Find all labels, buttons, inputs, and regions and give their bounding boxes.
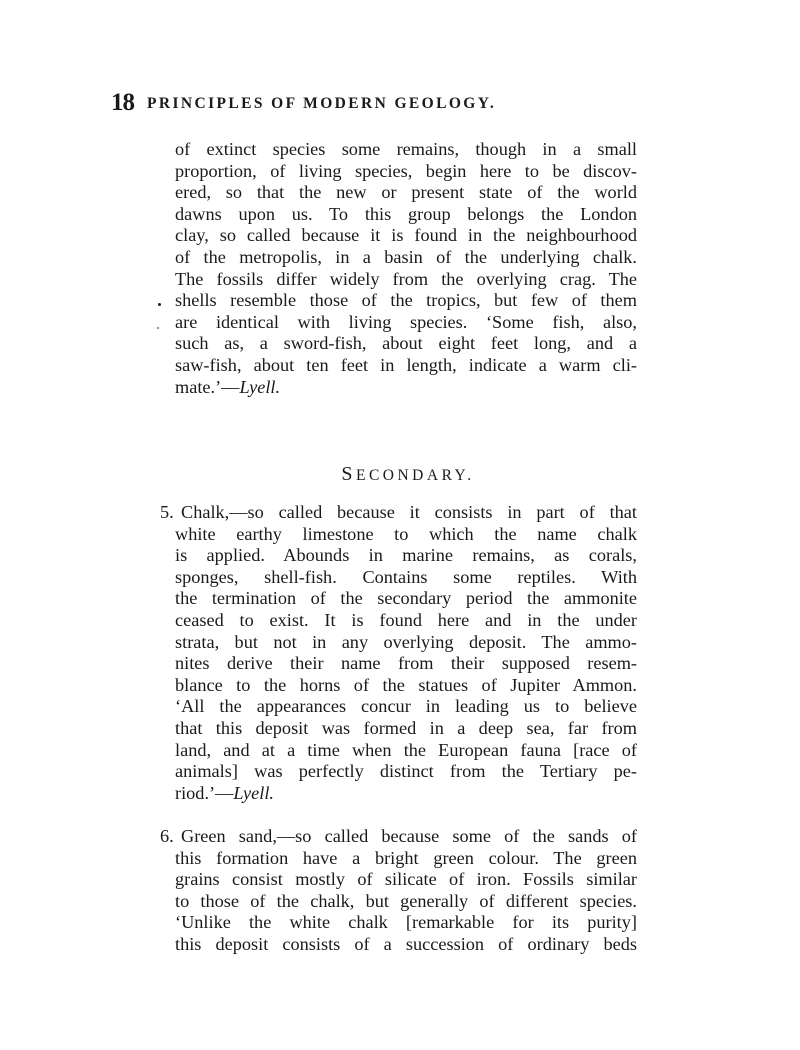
section-heading xyxy=(0,462,800,488)
text-line: dawns upon us. To this group belongs the London xyxy=(175,203,637,224)
text-line: proportion, of living species, begin here to be discov- xyxy=(175,160,637,181)
text-line: grains consist mostly of silicate of iron. Fossils similar xyxy=(175,869,637,890)
text-line: of the metropolis, in a basin of the underlying chalk. xyxy=(175,246,637,267)
stray-ink-mark xyxy=(157,327,159,329)
intro-paragraph xyxy=(175,139,637,398)
running-head xyxy=(111,88,711,118)
section-heading-initial: S xyxy=(341,463,356,485)
attribution: Lyell. xyxy=(239,376,281,397)
text-line: saw-fish, about ten feet in length, indicate a warm cli- xyxy=(175,354,637,375)
text-line: of extinct species some remains, though in a small xyxy=(175,139,637,159)
text-line: land, and at a time when the European fauna [race of xyxy=(175,739,637,760)
text-line: such as, a sword-fish, about eight feet long, and a xyxy=(175,333,637,354)
item-number: 5. xyxy=(160,502,174,522)
text-line: this deposit consists of a succession of ordinary beds xyxy=(175,933,637,954)
text-line xyxy=(175,783,637,805)
text-line: ceased to exist. It is found here and in the under xyxy=(175,609,637,630)
text-line: the termination of the secondary period the ammonite xyxy=(175,588,637,609)
text-line: is applied. Abounds in marine remains, as corals, xyxy=(175,545,637,566)
item-number: 6. xyxy=(160,826,174,846)
text-fragment: riod.’— xyxy=(175,782,234,803)
stray-ink-mark xyxy=(158,303,161,306)
page-number: 18 xyxy=(111,89,134,116)
attribution: Lyell. xyxy=(233,782,274,803)
text-line: blance to the horns of the statues of Jupiter Ammon. xyxy=(175,674,637,695)
text-line: The fossils differ widely from the overlying crag. The xyxy=(175,268,637,289)
text-line: Green sand,—so called because some of the sands of xyxy=(181,826,637,846)
text-line: are identical with living species. ‘Some fish, also, xyxy=(175,311,637,332)
text-line: ‘All the appearances concur in leading us to believe xyxy=(175,696,637,717)
text-line: white earthy limestone to which the name chalk xyxy=(175,523,637,544)
numbered-item xyxy=(160,502,637,804)
text-line: clay, so called because it is found in the neighbourhood xyxy=(175,225,637,246)
running-title: PRINCIPLES OF MODERN GEOLOGY. xyxy=(147,95,497,112)
section-heading-rest: ECONDARY. xyxy=(355,467,475,484)
text-line xyxy=(175,377,637,399)
text-fragment: mate.’— xyxy=(175,376,240,397)
text-line: animals] was perfectly distinct from the Tertiary pe- xyxy=(175,761,637,782)
numbered-item xyxy=(160,826,637,956)
text-line: shells resemble those of the tropics, but few of them xyxy=(175,290,637,311)
text-line: sponges, shell-fish. Contains some reptiles. With xyxy=(175,566,637,587)
text-line: nites derive their name from their supposed resem- xyxy=(175,653,637,674)
text-line: this formation have a bright green colour. The green xyxy=(175,847,637,868)
text-line: Chalk,—so called because it consists in part of that xyxy=(181,502,637,522)
text-line: strata, but not in any overlying deposit. The ammo- xyxy=(175,631,637,652)
text-line: that this deposit was formed in a deep sea, far from xyxy=(175,717,637,738)
text-line: to those of the chalk, but generally of different species. xyxy=(175,890,637,911)
text-line: ered, so that the new or present state of the world xyxy=(175,182,637,203)
text-line: ‘Unlike the white chalk [remarkable for its purity] xyxy=(175,912,637,933)
